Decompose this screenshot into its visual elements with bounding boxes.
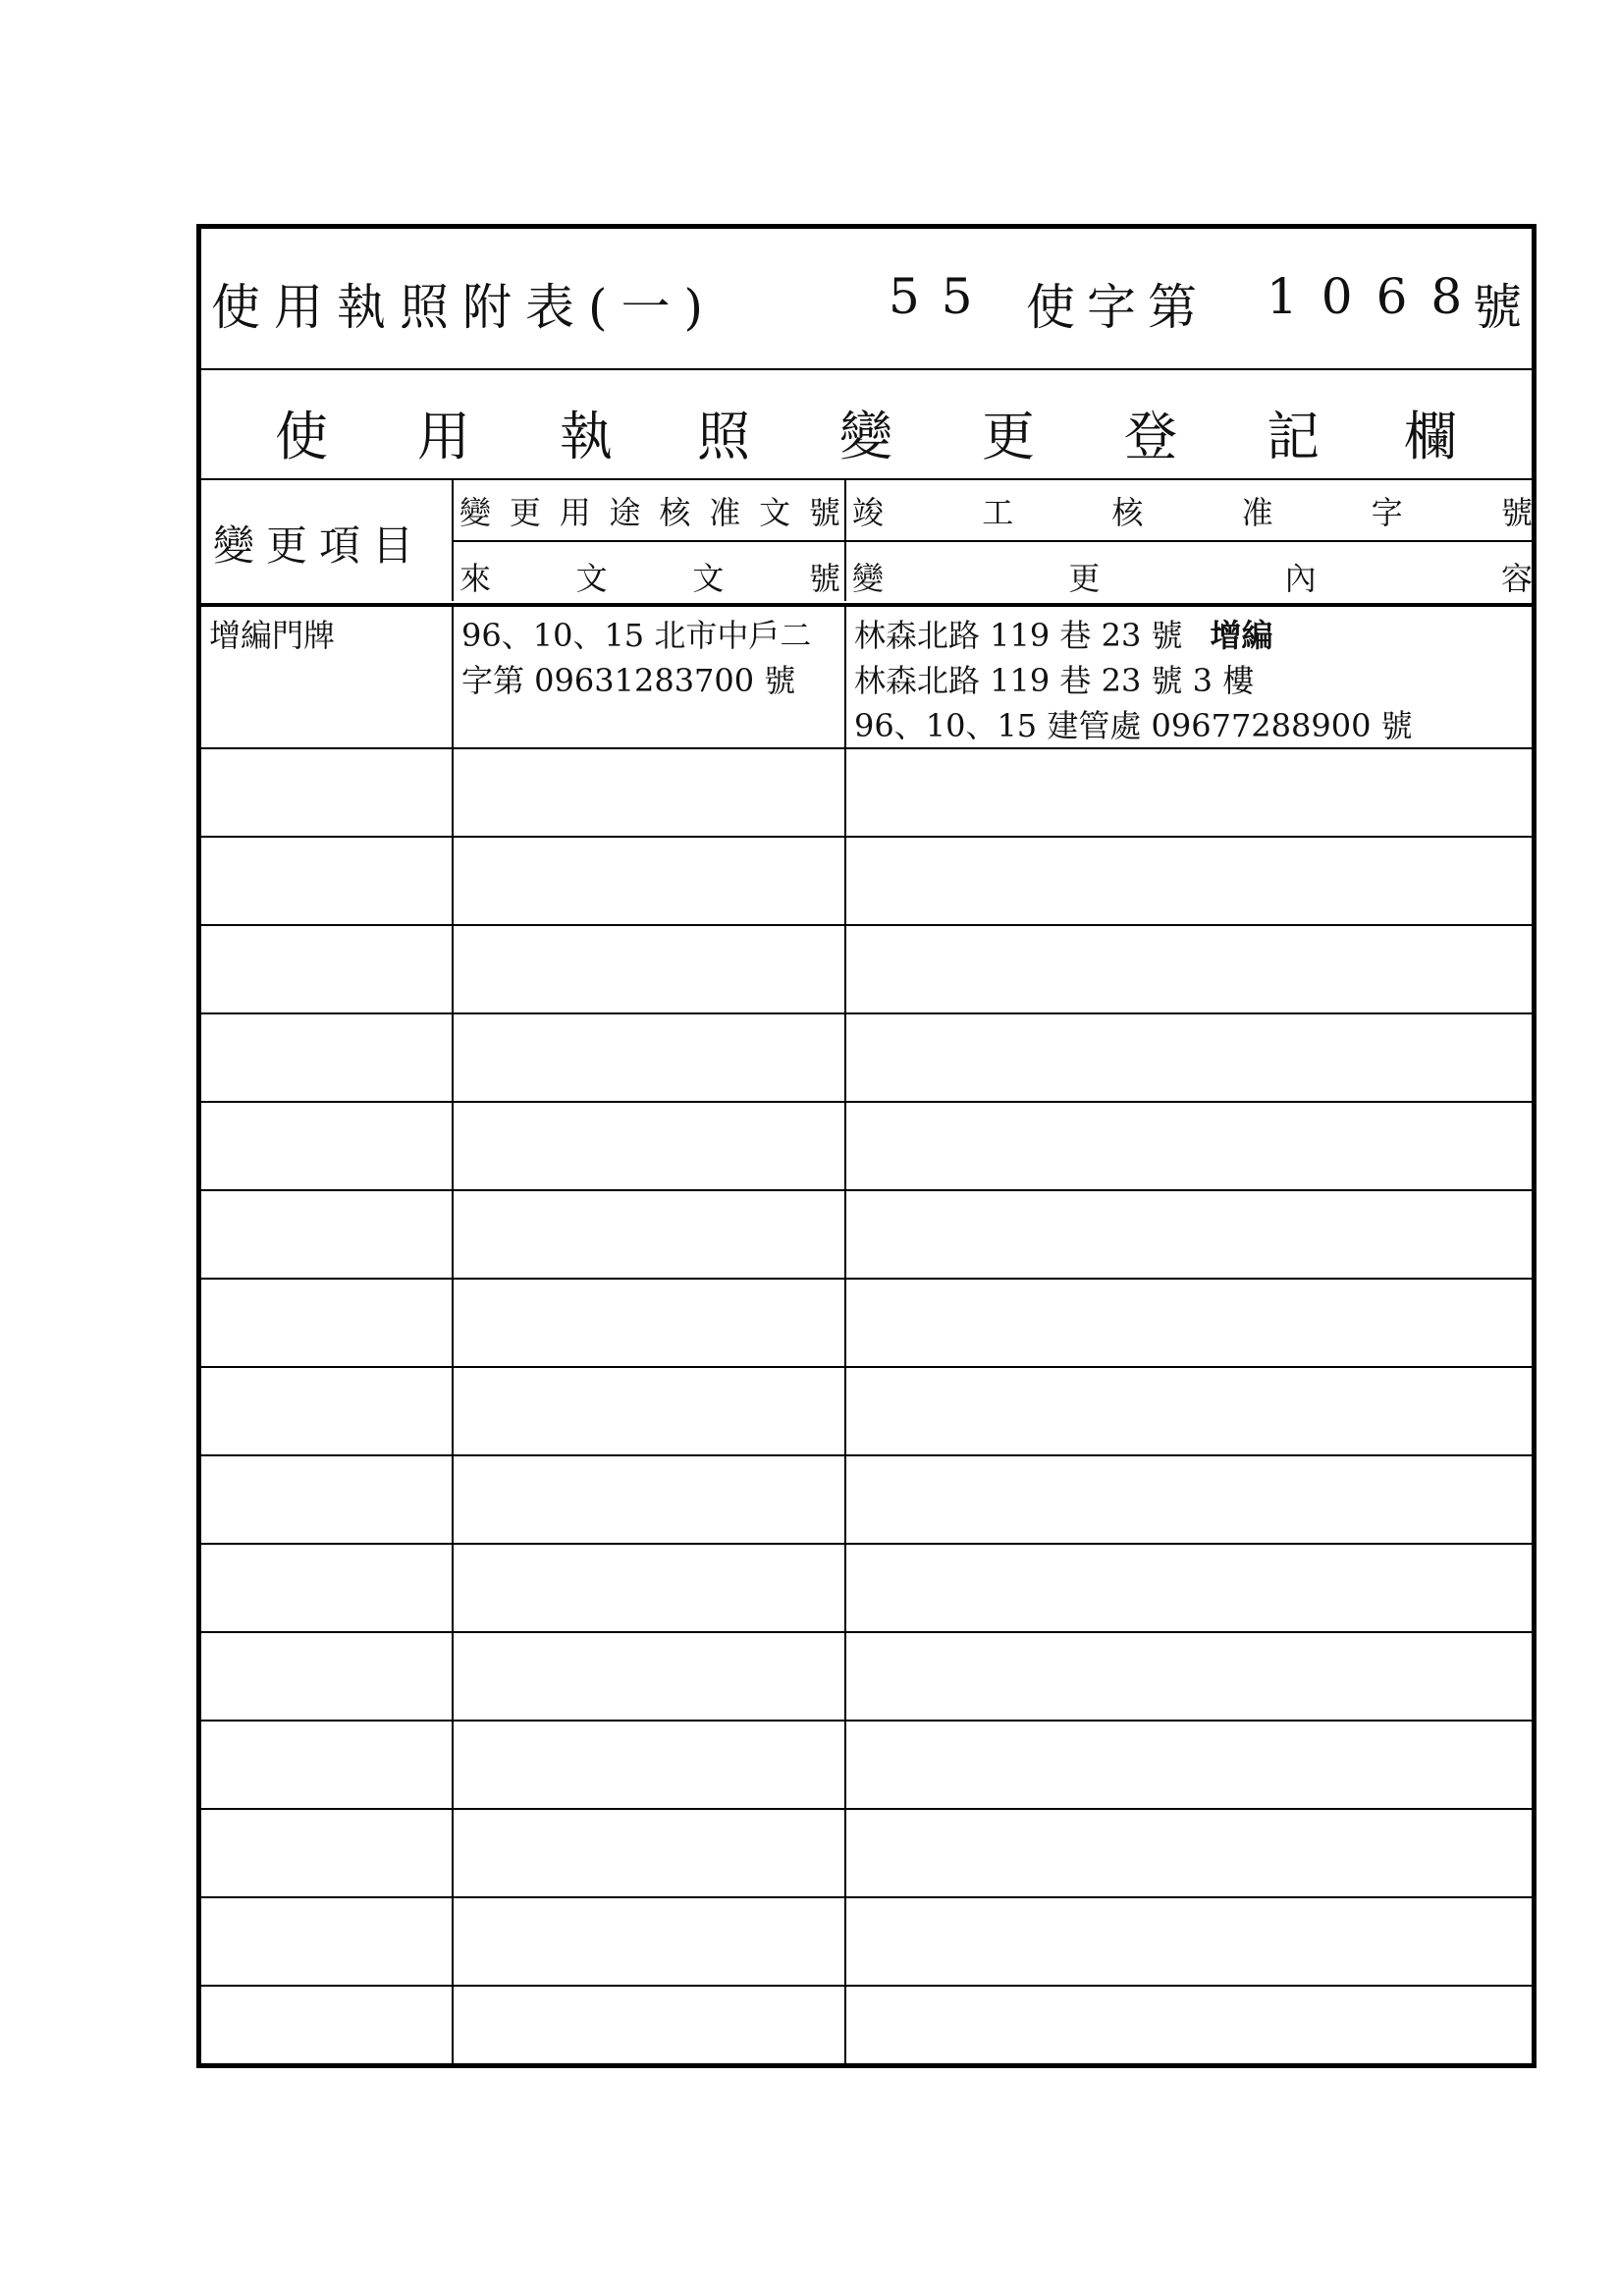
col-header-approval-doc xyxy=(454,478,846,542)
section-title-char: 照 xyxy=(697,406,750,467)
section-title-char: 用 xyxy=(417,406,470,467)
content-tag: 增編 xyxy=(1210,617,1273,654)
col-header-item xyxy=(201,478,454,601)
item-text: 增編門牌 xyxy=(209,617,336,654)
table-row xyxy=(201,1896,1532,1987)
header-char: 更 xyxy=(1068,560,1101,597)
content-line: 林森北路 119 巷 23 號 xyxy=(854,617,1183,654)
header-char: 內 xyxy=(1284,560,1317,597)
header-char: 文 xyxy=(575,560,608,597)
entries-table xyxy=(201,603,1532,2063)
header-char: 更 xyxy=(509,494,541,531)
section-title-char: 使 xyxy=(275,406,328,467)
table-row xyxy=(201,836,1532,926)
header-char: 用 xyxy=(559,494,591,531)
form-title: 使用執照附表(一) xyxy=(211,279,718,336)
content-line: 96、10、15 建管處 09677288900 號 xyxy=(854,707,1413,744)
col-header-completion xyxy=(846,478,1537,542)
table-row xyxy=(201,924,1532,1014)
incoming-doc-text: 96、10、15 北市中戶二 字第 09631283700 號 xyxy=(461,617,812,699)
table-row xyxy=(201,1189,1532,1280)
incoming-doc-cell xyxy=(454,607,846,747)
header-char: 字 xyxy=(1371,494,1403,531)
form-title-row xyxy=(201,229,1532,370)
header-char: 來 xyxy=(459,560,492,597)
table-row xyxy=(201,1543,1532,1633)
table-row xyxy=(201,1366,1532,1456)
section-title-char: 更 xyxy=(982,406,1035,467)
change-content-cell xyxy=(846,607,1532,747)
section-title-char: 登 xyxy=(1124,406,1177,467)
license-suffix: 號 xyxy=(1473,279,1522,336)
table-row xyxy=(201,1101,1532,1191)
header-char: 變 xyxy=(459,494,492,531)
license-year: 55 xyxy=(889,268,995,325)
col-header-change-content xyxy=(846,542,1537,601)
header-char: 核 xyxy=(659,494,691,531)
table-row xyxy=(201,1985,1532,2068)
header-char: 竣 xyxy=(852,494,885,531)
header-char: 准 xyxy=(1241,494,1273,531)
header-char: 核 xyxy=(1111,494,1144,531)
table-row xyxy=(201,607,1532,749)
section-title-char: 變 xyxy=(839,406,892,467)
table-row xyxy=(201,747,1532,838)
header-char: 文 xyxy=(692,560,725,597)
col-header-incoming-doc xyxy=(454,542,846,601)
header-char: 工 xyxy=(982,494,1014,531)
license-number: 1068 xyxy=(1267,268,1486,325)
header-char: 變 xyxy=(852,560,885,597)
header-char: 途 xyxy=(609,494,641,531)
table-row xyxy=(201,1278,1532,1368)
license-form xyxy=(196,224,1537,2068)
header-char: 容 xyxy=(1500,560,1533,597)
section-title-char: 欄 xyxy=(1404,406,1457,467)
table-row xyxy=(201,1720,1532,1810)
item-cell xyxy=(201,607,454,747)
header-char: 號 xyxy=(1500,494,1533,531)
header-char: 文 xyxy=(759,494,791,531)
license-word: 使字第 xyxy=(1026,279,1209,336)
table-row xyxy=(201,1808,1532,1898)
section-title xyxy=(201,368,1532,480)
header-char: 號 xyxy=(808,494,840,531)
section-title-char: 執 xyxy=(560,406,613,467)
table-row xyxy=(201,1012,1532,1103)
header-char: 准 xyxy=(709,494,741,531)
change-content-text xyxy=(846,607,1532,748)
table-row xyxy=(201,1454,1532,1545)
table-row xyxy=(201,1631,1532,1722)
header-char: 號 xyxy=(808,560,840,597)
content-line: 林森北路 119 巷 23 號 3 樓 xyxy=(854,662,1255,699)
section-title-char: 記 xyxy=(1267,406,1320,467)
col-header-item-label: 變更項目 xyxy=(213,521,426,570)
